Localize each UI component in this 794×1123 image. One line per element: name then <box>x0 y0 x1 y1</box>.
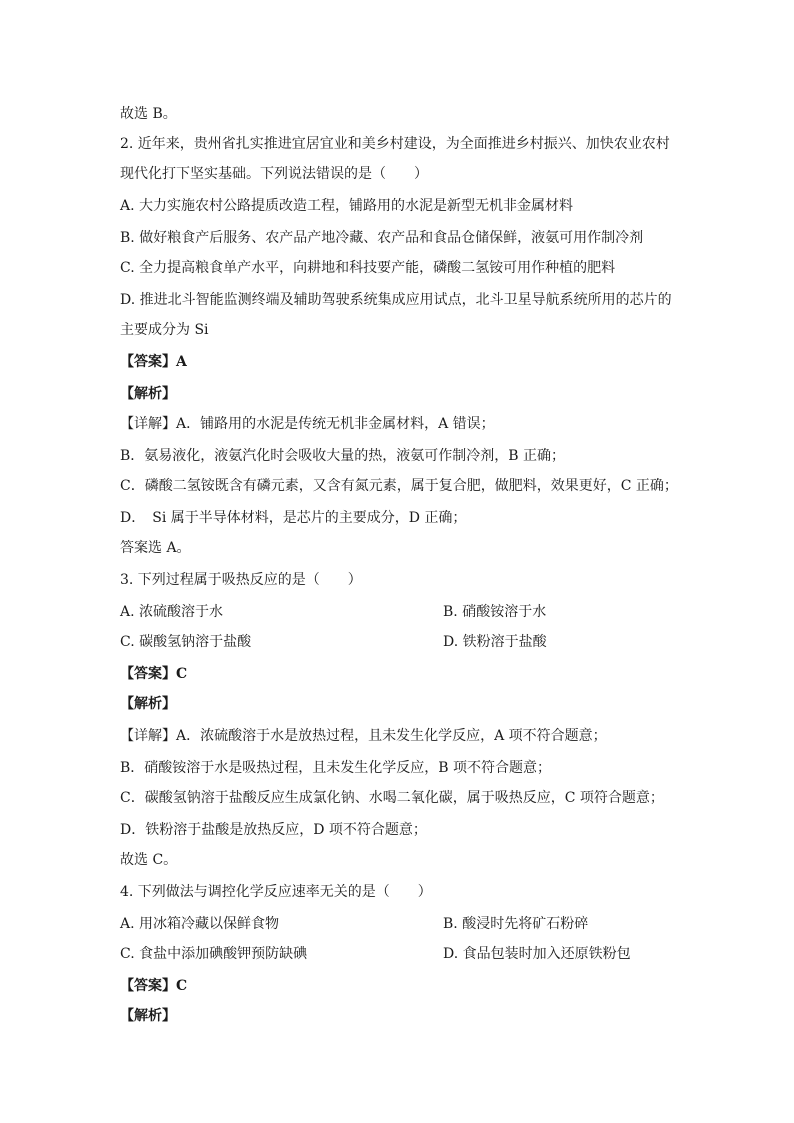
q2-option-c: C. 全力提高粮食单产水平，向耕地和科技要产能，磷酸二氢铵可用作种植的肥料 <box>120 260 616 276</box>
q2-option-a: A. 大力实施农村公路提质改造工程，铺路用的水泥是新型无机非金属材料 <box>120 198 574 214</box>
q3-conclusion: 故选 C。 <box>120 852 178 868</box>
q3-detail-c: C．碳酸氢钠溶于盐酸反应生成氯化钠、水喝二氧化碳，属于吸热反应，C 项符合题意； <box>120 790 664 806</box>
q2-option-d-line1: D. 推进北斗智能监测终端及辅助驾驶系统集成应用试点，北斗卫星导航系统所用的芯片的 <box>120 292 672 308</box>
q2-stem-line2: 现代化打下坚实基础。下列说法错误的是（ ） <box>120 166 428 182</box>
q3-answer: 【答案】C <box>120 666 188 682</box>
q2-conclusion: 答案选 A。 <box>120 540 191 556</box>
q4-stem: 4. 下列做法与调控化学反应速率无关的是（ ） <box>120 884 432 900</box>
q3-stem: 3. 下列过程属于吸热反应的是（ ） <box>120 572 362 588</box>
q3-detail-b: B．硝酸铵溶于水是吸热过程，且未发生化学反应，B 项不符合题意； <box>120 760 552 776</box>
q2-detail-d: D． Si 属于半导体材料，是芯片的主要成分，D 正确； <box>120 510 467 526</box>
q4-option-c: C. 食盐中添加碘酸钾预防缺碘 <box>120 946 308 962</box>
q3-option-c: C. 碳酸氢钠溶于盐酸 <box>120 634 252 650</box>
q3-detail-a: 【详解】A．浓硫酸溶于水是放热过程，且未发生化学反应，A 项不符合题意； <box>120 728 607 744</box>
q3-option-b: B. 硝酸铵溶于水 <box>443 604 547 620</box>
q4-answer: 【答案】C <box>120 978 188 994</box>
q4-option-a: A. 用冰箱冷藏以保鲜食物 <box>120 916 280 932</box>
q3-option-a: A. 浓硫酸溶于水 <box>120 604 224 620</box>
q2-detail-a: 【详解】A．铺路用的水泥是传统无机非金属材料，A 错误； <box>120 416 495 432</box>
q2-option-b: B. 做好粮食产后服务、农产品产地冷藏、农产品和食品仓储保鲜，液氨可用作制冷剂 <box>120 230 644 246</box>
q1-conclusion: 故选 B。 <box>120 106 177 122</box>
q2-answer: 【答案】A <box>120 354 187 370</box>
q3-option-d: D. 铁粉溶于盐酸 <box>443 634 547 650</box>
q2-option-d-line2: 主要成分为 Si <box>120 322 209 338</box>
q4-option-d: D. 食品包装时加入还原铁粉包 <box>443 946 631 962</box>
q3-analysis-heading: 【解析】 <box>120 696 176 712</box>
q3-detail-d: D．铁粉溶于盐酸是放热反应，D 项不符合题意； <box>120 822 427 838</box>
q4-analysis-heading: 【解析】 <box>120 1008 176 1024</box>
q4-option-b: B. 酸浸时先将矿石粉碎 <box>443 916 589 932</box>
q2-detail-c: C．磷酸二氢铵既含有磷元素，又含有氮元素，属于复合肥，做肥料，效果更好，C 正确； <box>120 478 678 494</box>
q2-stem-line1: 2. 近年来，贵州省扎实推进宜居宜业和美乡村建设，为全面推进乡村振兴、加快农业农村 <box>120 136 670 152</box>
q2-detail-b: B．氨易液化，液氨汽化时会吸收大量的热，液氨可作制冷剂，B 正确； <box>120 448 566 464</box>
q2-analysis-heading: 【解析】 <box>120 386 176 402</box>
